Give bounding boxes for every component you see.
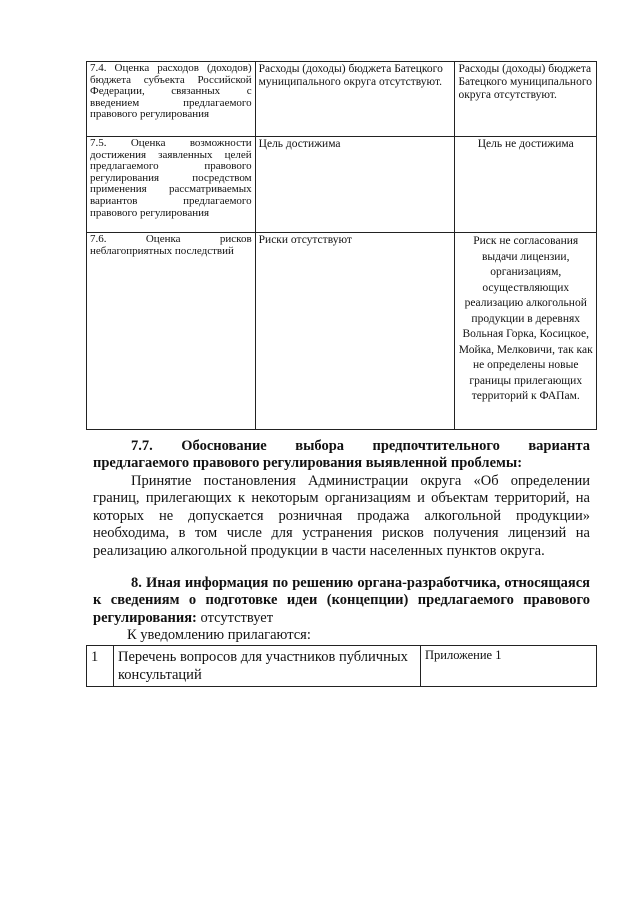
option2-cell: Цель не достижима	[455, 137, 597, 233]
section-8-value: отсутствует	[200, 609, 274, 626]
attachment-number: 1	[87, 646, 114, 687]
criterion-cell: 7.5. Оценка возможности достижения заявленных целей предлагаемого правового регулирования посредством применения рассматриваемых вариантов предлагаемого правового регулирования	[87, 137, 256, 233]
criterion-cell: 7.6. Оценка рисков неблагоприятных последствий	[87, 233, 256, 430]
option1-cell: Расходы (доходы) бюджета Батецкого муниципального округа отсутствуют.	[255, 62, 455, 137]
attachments-table	[86, 645, 597, 687]
attachment-appendix: Приложение 1	[421, 646, 597, 687]
table-row	[87, 137, 597, 233]
table-row	[87, 646, 597, 687]
section-8	[93, 575, 590, 627]
attachments-intro: К уведомлению прилагаются:	[127, 627, 311, 643]
table-row	[87, 233, 597, 430]
attachment-title: Перечень вопросов для участников публичных консультаций	[114, 646, 421, 687]
section-7-7-body: Принятие постановления Администрации округа «Об определении границ, прилегающих к некоторым организациям и объектам территорий, на которых не допускается розничная продажа алкогольной продукции» необходима, в том числе для устранения рисков получения лицензий на реализацию алкогольной продукции в части населенных пунктов округа.	[93, 473, 590, 559]
option2-cell: Расходы (доходы) бюджета Батецкого муниципального округа отсутствуют.	[455, 62, 597, 137]
table-row	[87, 62, 597, 137]
evaluation-table	[86, 61, 597, 430]
option2-cell: Риск не согласования выдачи лицензии, организациям, осуществляющих реализацию алкогольной продукции в деревнях Вольная Горка, Косицкое, Мойка, Мелковичи, так как не определены новые границы прилегающих территорий к ФАПам.	[455, 233, 597, 430]
criterion-cell: 7.4. Оценка расходов (доходов) бюджета субъекта Российской Федерации, связанных с введением предлагаемого правового регулирования	[87, 62, 256, 137]
section-7-7-heading: 7.7. Обоснование выбора предпочтительного варианта предлагаемого правового регулирования выявленной проблемы:	[93, 438, 590, 472]
section-8-heading: 8. Иная информация по решению органа-разработчика, относящаяся к сведениям о подготовке идеи (концепции) предлагаемого правового регулирования:	[93, 575, 590, 626]
option1-cell: Цель достижима	[255, 137, 455, 233]
option1-cell: Риски отсутствуют	[255, 233, 455, 430]
